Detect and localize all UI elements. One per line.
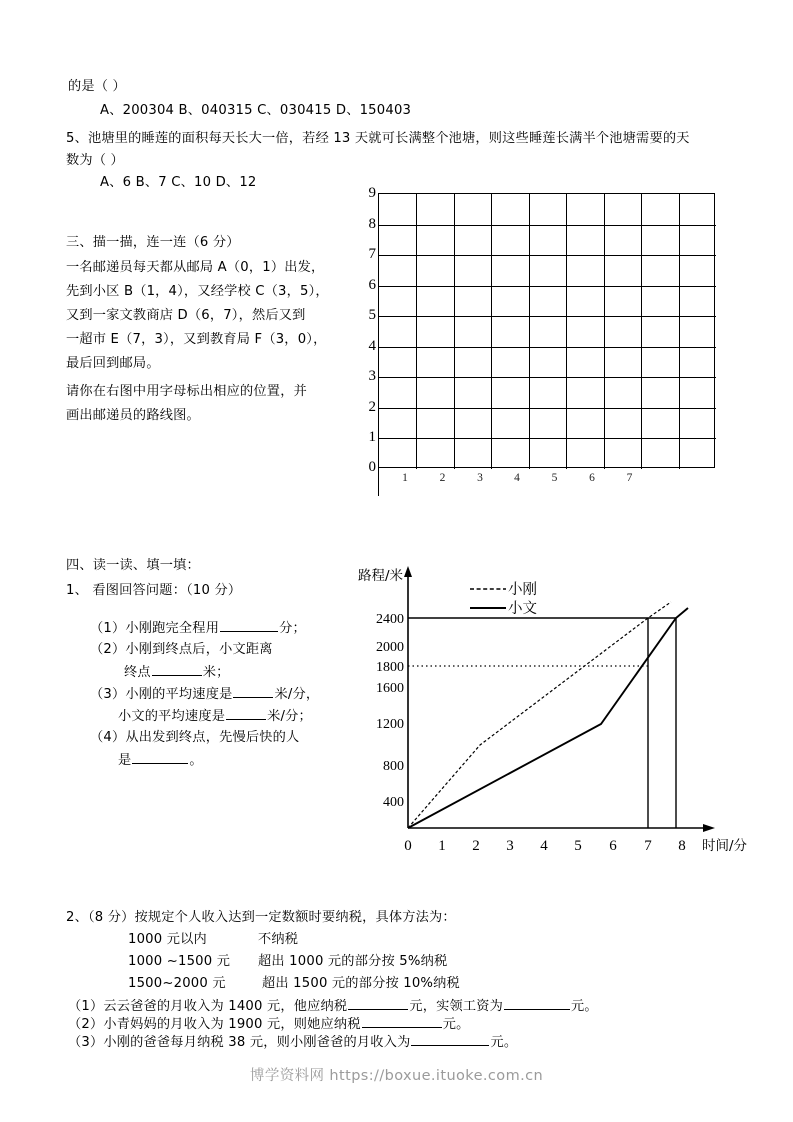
grid-line-v xyxy=(566,194,567,469)
section3-line-1: 一名邮递员每天都从邮局 A（0，1）出发， xyxy=(66,260,325,275)
grid-line-h xyxy=(379,225,716,226)
chart-series-xiaogang xyxy=(408,602,671,828)
grid-y-label: 3 xyxy=(368,368,376,384)
q2-item-2-b: 元。 xyxy=(442,1017,470,1032)
q1-item-2b xyxy=(124,661,230,684)
q1-item-4-end: 。 xyxy=(189,753,203,768)
chart-y-tick-400: 400 xyxy=(383,795,404,810)
q1-item-1-text: （1）小刚跑完全程用 xyxy=(90,621,220,636)
section3-line-4: 一超市 E（7，3），又到教育局 F（3，0）， xyxy=(66,332,327,347)
chart-x-tick-4: 4 xyxy=(540,838,548,854)
q1-item-3-text: （3）小刚的平均速度是 xyxy=(90,687,233,702)
q2-table-row xyxy=(128,951,447,973)
grid-line-h xyxy=(379,438,716,439)
grid-y-label: 2 xyxy=(368,398,376,415)
grid-y-label: 7 xyxy=(368,246,376,262)
q1-item-1-unit: 分； xyxy=(279,621,306,636)
q2-prompt: 2、（8 分）按规定个人收入达到一定数额时要纳税，具体方法为： xyxy=(66,910,456,925)
q2-table-row xyxy=(128,973,460,995)
grid-line-h xyxy=(379,255,716,256)
q1-item-3-unit-2: 米/分； xyxy=(267,709,312,724)
distance-time-line-chart xyxy=(358,558,758,870)
grid-x-label: 5 xyxy=(551,472,558,484)
question4-prompt: 的是（ ） xyxy=(68,79,126,94)
q1-item-3-unit: 米/分， xyxy=(274,687,320,702)
q2-range-3: 1500~2000 元 xyxy=(128,976,226,991)
section3-line-2: 先到小区 B（1，4），又经学校 C（3，5）， xyxy=(66,284,329,299)
q1-item-4-text: （4）从出发到终点，先慢后快的人 xyxy=(90,730,300,745)
answer-blank[interactable] xyxy=(504,995,570,1010)
grid-line-v xyxy=(641,194,642,469)
grid-box xyxy=(378,193,715,468)
grid-line-v xyxy=(529,194,530,469)
chart-x-tick-8: 8 xyxy=(678,838,686,854)
grid-x-label: 2 xyxy=(439,472,446,484)
grid-line-v xyxy=(679,194,680,469)
answer-blank[interactable] xyxy=(411,1031,489,1046)
question5-options: A、6 B、7 C、10 D、12 xyxy=(100,175,257,190)
legend-label-xiaogang: 小刚 xyxy=(508,582,537,598)
section3-line-3: 又到一家文教商店 D（6，7），然后又到 xyxy=(66,308,306,323)
chart-x-tick-6: 6 xyxy=(609,838,617,854)
q2-item-1-b: 元，实领工资为 xyxy=(409,999,504,1014)
q2-item-1-a: （1）云云爸爸的月收入为 1400 元，他应纳税 xyxy=(68,999,348,1014)
grid-y-label: 6 xyxy=(368,276,376,293)
q2-item-3 xyxy=(68,1031,517,1054)
grid-line-v xyxy=(454,194,455,469)
q2-table-row xyxy=(128,929,298,951)
grid-y-label: 8 xyxy=(368,215,376,232)
answer-blank[interactable] xyxy=(132,749,188,764)
q1-item-4 xyxy=(90,727,299,749)
q2-item-2-a: （2）小青妈妈的月收入为 1900 元，则她应纳税 xyxy=(68,1017,361,1032)
grid-y-label: 1 xyxy=(368,429,376,445)
chart-y-axis-arrow xyxy=(404,566,412,577)
footer-watermark: 博学资料网 https://boxue.ituoke.com.cn xyxy=(249,1068,544,1084)
chart-series-xiaowen xyxy=(408,608,688,828)
grid-line-h xyxy=(379,347,716,348)
grid-y-label: 5 xyxy=(368,307,376,323)
question4-options: A、200304 B、040315 C、030415 D、150403 xyxy=(100,103,412,118)
q2-rule-1: 不纳税 xyxy=(258,932,299,947)
q2-range-2: 1000 ~1500 元 xyxy=(128,954,231,969)
q2-item-1-c: 元。 xyxy=(571,999,598,1014)
grid-axis-tail xyxy=(378,468,379,496)
q1-item-2 xyxy=(90,639,273,661)
chart-x-axis-arrow xyxy=(703,824,715,832)
chart-x-tick-7: 7 xyxy=(644,838,652,854)
q1-item-1 xyxy=(90,617,306,640)
chart-x-tick-3: 3 xyxy=(506,838,514,854)
answer-blank[interactable] xyxy=(233,683,273,698)
section4-q1-prompt: 1、 看图回答问题：（10 分） xyxy=(66,583,242,598)
grid-y-label: 0 xyxy=(368,459,376,475)
chart-y-tick-2000: 2000 xyxy=(376,640,404,655)
grid-x-label: 4 xyxy=(514,472,520,484)
chart-y-axis-title: 路程/米 xyxy=(358,568,404,584)
q1-item-2-unit: 米； xyxy=(202,665,230,680)
q2-rule-3: 超出 1500 元的部分按 10%纳税 xyxy=(262,976,460,991)
answer-blank[interactable] xyxy=(226,705,266,720)
q1-item-2-text-2: 终点 xyxy=(124,665,151,680)
q2-range-1: 1000 元以内 xyxy=(128,932,207,947)
question5-line2: 数为（ ） xyxy=(66,153,124,168)
q1-item-3b xyxy=(118,705,312,728)
grid-x-label: 6 xyxy=(589,472,595,484)
section4-heading: 四、读一读、填一填： xyxy=(66,558,200,573)
q2-item-3-a: （3）小刚的爸爸每月纳税 38 元，则小刚爸爸的月收入为 xyxy=(68,1035,411,1050)
chart-x-tick-5: 5 xyxy=(574,838,582,854)
grid-x-label: 1 xyxy=(402,472,408,484)
grid-x-label: 7 xyxy=(626,472,633,484)
chart-y-tick-1600: 1600 xyxy=(376,681,404,696)
chart-y-tick-1800: 1800 xyxy=(376,660,404,675)
q2-item-3-b: 元。 xyxy=(490,1035,518,1050)
section3-line-5: 最后回到邮局。 xyxy=(66,356,160,371)
answer-blank[interactable] xyxy=(362,1013,442,1028)
grid-line-h xyxy=(379,286,716,287)
q1-item-4-text-2: 是 xyxy=(118,753,132,768)
chart-x-tick-0: 0 xyxy=(404,838,412,854)
grid-y-label: 9 xyxy=(368,185,376,201)
q1-item-2-text: （2）小刚到终点后，小文距离 xyxy=(90,642,273,657)
chart-x-tick-1: 1 xyxy=(438,838,446,854)
section3-line-7: 画出邮递员的路线图。 xyxy=(66,408,200,423)
answer-blank[interactable] xyxy=(152,661,202,676)
question5-line1: 5、池塘里的睡莲的面积每天长大一倍，若经 13 天就可长满整个池塘，则这些睡莲长满半个池塘需要的天 xyxy=(66,131,690,146)
q2-rule-2: 超出 1000 元的部分按 5%纳税 xyxy=(258,954,448,969)
grid-line-h xyxy=(379,316,716,317)
q1-item-3-text-2: 小文的平均速度是 xyxy=(118,709,226,724)
q1-item-3 xyxy=(90,683,319,706)
chart-x-tick-2: 2 xyxy=(472,838,480,854)
chart-x-axis-title: 时间/分 xyxy=(702,838,748,854)
grid-line-v xyxy=(604,194,605,469)
chart-y-tick-800: 800 xyxy=(383,759,404,774)
chart-y-tick-1200: 1200 xyxy=(376,717,404,732)
grid-x-label: 3 xyxy=(477,472,483,484)
grid-line-v xyxy=(491,194,492,469)
grid-line-v xyxy=(416,194,417,469)
section3-line-6: 请你在右图中用字母标出相应的位置，并 xyxy=(66,384,307,399)
chart-y-tick-2400: 2400 xyxy=(376,612,404,627)
section3-heading: 三、描一描，连一连（6 分） xyxy=(66,235,240,250)
grid-y-label: 4 xyxy=(368,337,376,354)
legend-label-xiaowen: 小文 xyxy=(508,601,537,617)
q1-item-4b xyxy=(118,749,203,772)
answer-blank[interactable] xyxy=(348,995,408,1010)
grid-line-h xyxy=(379,408,716,409)
answer-blank[interactable] xyxy=(220,617,278,632)
grid-line-h xyxy=(379,377,716,378)
coordinate-grid-figure xyxy=(352,180,732,505)
